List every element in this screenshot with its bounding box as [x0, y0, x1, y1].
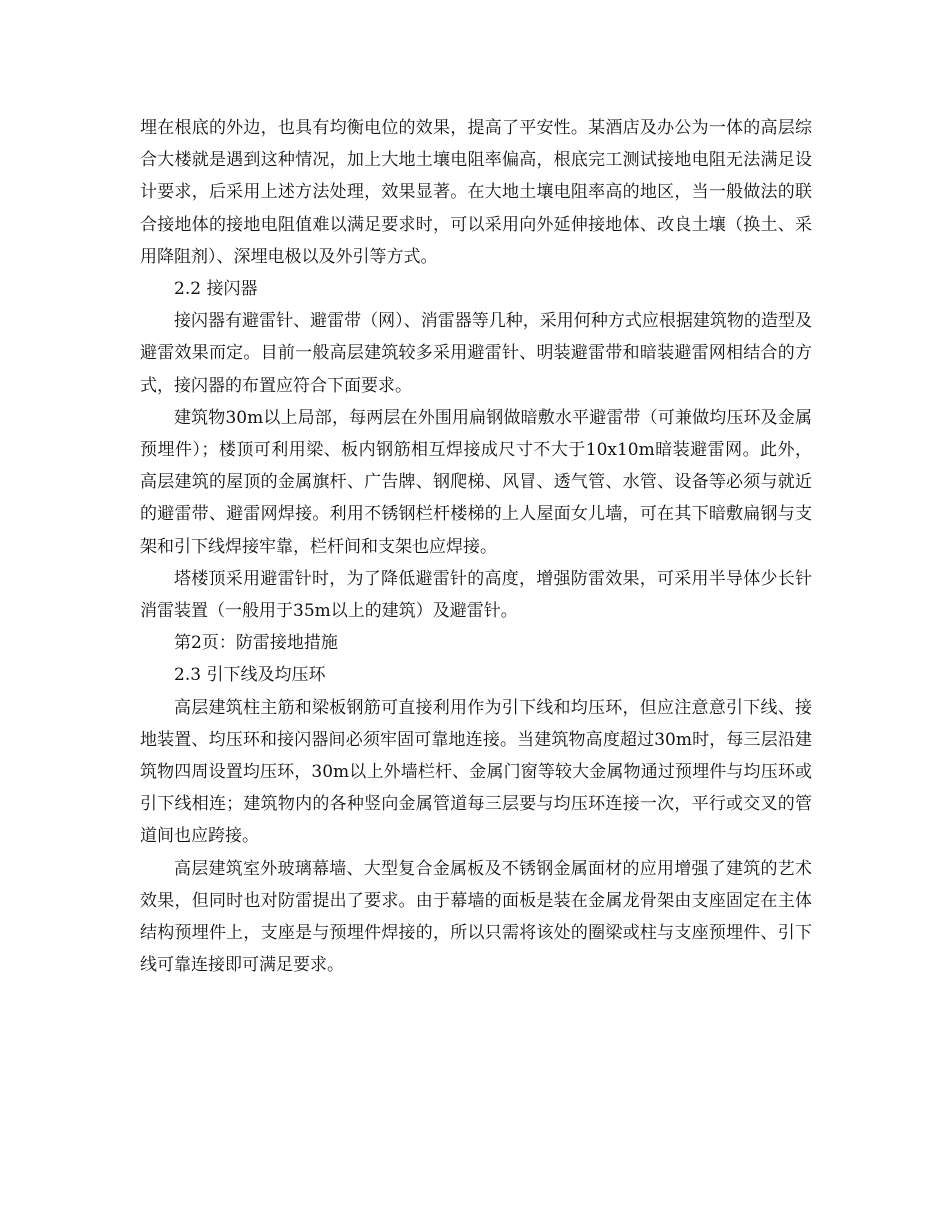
page-marker: 第2页：防雷接地措施	[174, 633, 338, 654]
paragraph-tower-top-rod: 塔楼顶采用避雷针时，为了降低避雷针的高度，增强防雷效果，可采用半导体少长针消雷装置（一般用于35m以上的建筑）及避雷针。	[140, 568, 812, 622]
paragraph-curtain-wall: 高层建筑室外玻璃幕墙、大型复合金属板及不锈钢金属面材的应用增强了建筑的艺术效果，但同时也对防雷提出了要求。由于幕墙的面板是装在金属龙骨架由支座固定在主体结构预埋件上，支座是与预埋件焊接的，所以只需将该处的圈梁或柱与支座预埋件、引下线可靠连接即可满足要求。	[140, 858, 812, 976]
section-heading-air-terminal: 2.2 接闪器	[174, 279, 258, 300]
paragraph-air-terminal-types: 接闪器有避雷针、避雷带（网）、消雷器等几种，采用何种方式应根据建筑物的造型及避雷效果而定。目前一般高层建筑较多采用避雷针、明装避雷带和暗装避雷网相结合的方式，接闪器的布置应符合下面要求。	[140, 311, 812, 396]
paragraph-grounding-continuation: 埋在根底的外边，也具有均衡电位的效果，提高了平安性。某酒店及办公为一体的高层综合大楼就是遇到这种情况，加上大地土壤电阻率偏高，根底完工测试接地电阻无法满足设计要求，后采用上述方法处理，效果显著。在大地土壤电阻率高的地区，当一般做法的联合接地体的接地电阻值难以满足要求时，可以采用向外延伸接地体、改良土壤（换土、采用降阻剂）、深埋电极以及外引等方式。	[140, 118, 812, 267]
document-page	[140, 112, 812, 981]
section-heading-down-conductor: 2.3 引下线及均压环	[174, 665, 326, 686]
paragraph-lightning-belt: 建筑物30m以上局部，每两层在外围用扁钢做暗敷水平避雷带（可兼做均压环及金属预埋件）；楼顶可利用梁、板内钢筋相互焊接成尺寸不大于10x10m暗装避雷网。此外，高层建筑的屋顶的金属旗杆、广告牌、钢爬梯、风冒、透气管、水管、设备等必须与就近的避雷带、避雷网焊接。利用不锈钢栏杆楼梯的上人屋面女儿墙，可在其下暗敷扁钢与支架和引下线焊接牢靠，栏杆间和支架也应焊接。	[140, 407, 812, 557]
paragraph-down-conductor: 高层建筑柱主筋和梁板钢筋可直接利用作为引下线和均压环，但应注意意引下线、接地装置、均压环和接闪器间必须牢固可靠地连接。当建筑物高度超过30m时，每三层沿建筑物四周设置均压环，30m以上外墙栏杆、金属门窗等较大金属物通过预埋件与均压环或引下线相连；建筑物内的各种竖向金属管道每三层要与均压环连接一次，平行或交叉的管道间也应跨接。	[140, 697, 812, 847]
